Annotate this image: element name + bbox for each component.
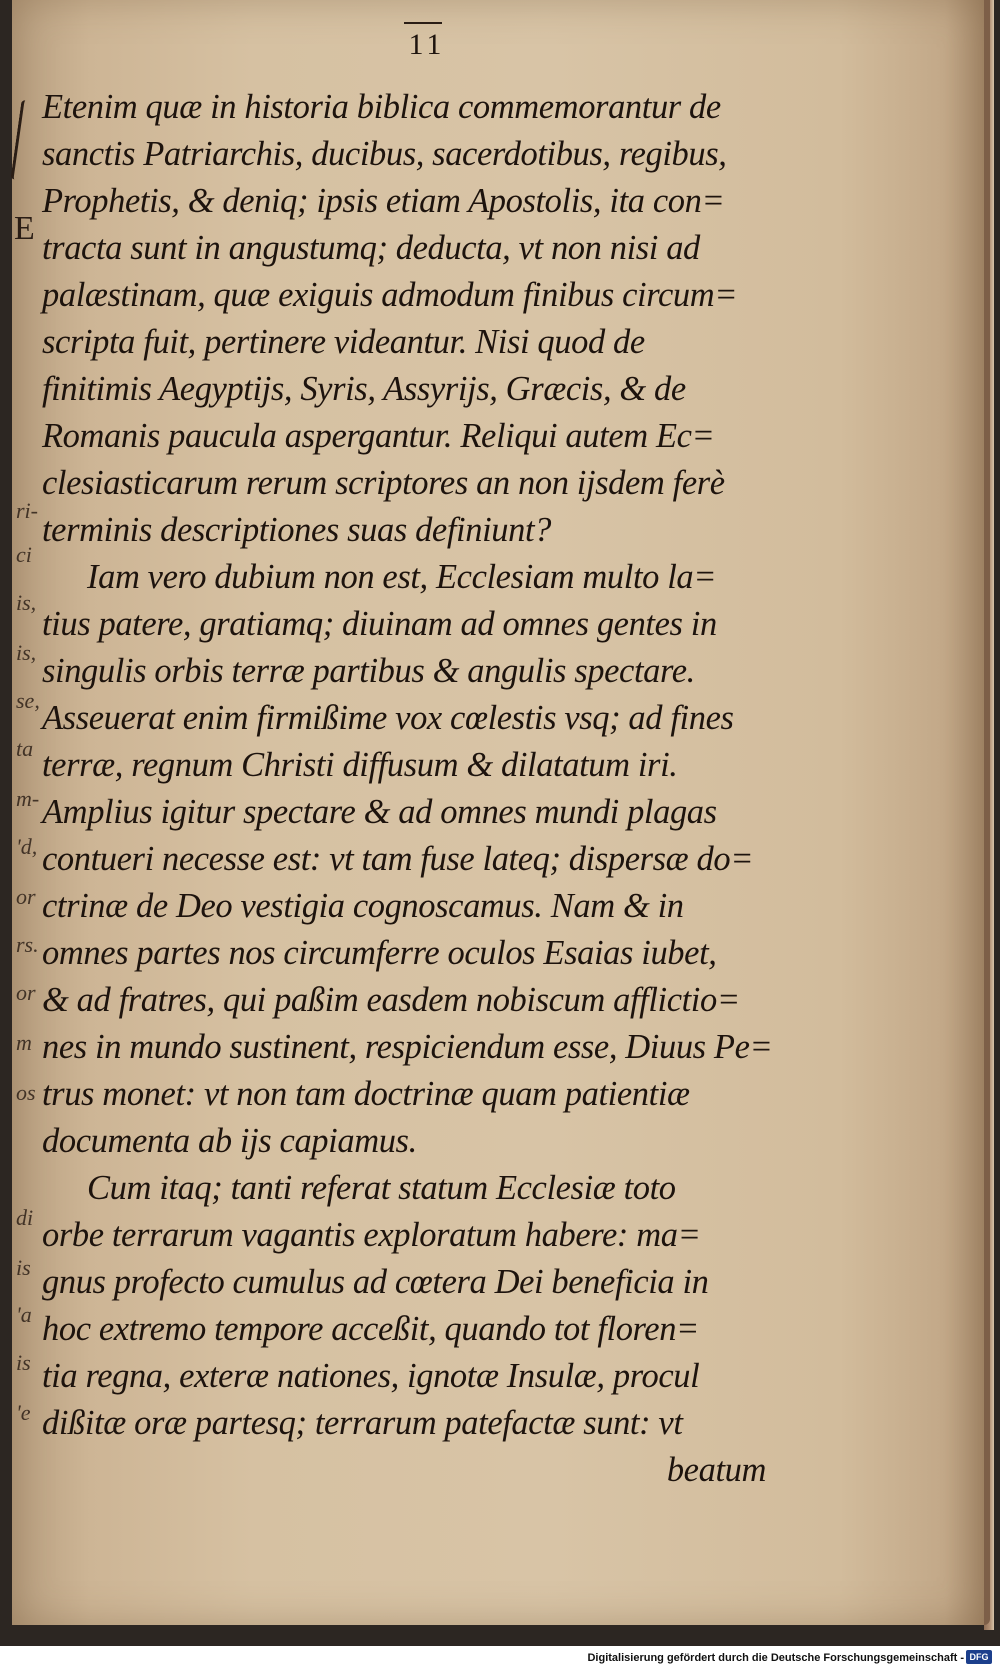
text-line: orbe terrarum vagantis exploratum habere: ma= [42,1216,701,1254]
gutter-fragment: ci [16,542,32,567]
digitization-credit: Digitalisierung gefördert durch die Deutsche Forschungsgemeinschaft - [587,1652,964,1664]
text-line: gnus profecto cumulus ad cœtera Dei beneficia in [42,1263,709,1301]
gutter-fragment: di [16,1205,34,1230]
dfg-logo: DFG [966,1650,992,1664]
text-line: & ad fratres, qui paßim easdem nobiscum afflictio= [42,981,740,1019]
bleed-glyph: E [14,210,35,247]
text-line: scripta fuit, pertinere videantur. Nisi quod de [42,323,645,361]
text-line: dißitæ oræ partesq; terrarum patefactæ sunt: vt [42,1404,683,1442]
page-number: 11 [408,28,446,61]
gutter-fragment: ri- [16,498,38,523]
gutter-fragment: m- [16,786,40,811]
text-line: tracta sunt in angustumq; deducta, vt non nisi ad [42,229,700,267]
gutter-fragment: m [16,1030,32,1055]
gutter-fragment: is, [16,640,37,665]
gutter-fragment: 'e [16,1400,31,1425]
text-line: terminis descriptiones suas definiunt? [42,511,551,549]
text-line: trus monet: vt non tam doctrinæ quam patientiæ [42,1075,690,1113]
text-line: Etenim quæ in historia biblica commemorantur de [42,88,721,126]
folio-rule [404,22,442,24]
gutter-text-fragments [12,80,40,1530]
text-line: omnes partes nos circumferre oculos Esaias iubet, [42,934,717,972]
text-line: ctrinæ de Deo vestigia cognoscamus. Nam & in [42,887,684,925]
text-line: Asseuerat enim firmißime vox cœlestis vsq; ad fines [42,699,734,737]
text-line: tia regna, exteræ nationes, ignotæ Insulæ, procul [42,1357,700,1395]
gutter-fragment: rs. [16,932,39,957]
text-line: hoc extremo tempore acceßit, quando tot floren= [42,1310,699,1348]
paragraph-start-line: Cum itaq; tanti referat statum Ecclesiæ toto [87,1169,676,1207]
text-line: tius patere, gratiamq; diuinam ad omnes gentes in [42,605,717,643]
paragraph-start-line: Iam vero dubium non est, Ecclesiam multo la= [87,558,717,596]
gutter-fragment: or [16,884,36,909]
gutter-fragment: os [16,1080,36,1105]
text-line: sanctis Patriarchis, ducibus, sacerdotibus, regibus, [42,135,727,173]
text-line: Prophetis, & deniq; ipsis etiam Apostolis, ita con= [42,182,725,220]
text-line: clesiasticarum rerum scriptores an non ijsdem ferè [42,464,725,502]
text-line: Romanis paucula aspergantur. Reliqui autem Ec= [42,417,715,455]
gutter-fragment: se, [16,688,40,713]
text-line: Amplius igitur spectare & ad omnes mundi plagas [42,793,717,831]
gutter-fragment: is [16,1255,31,1280]
text-line: documenta ab ijs capiamus. [42,1122,417,1160]
text-line: contueri necesse est: vt tam fuse lateq; dispersæ do= [42,840,754,878]
text-line: finitimis Aegyptijs, Syris, Assyrijs, Græcis, & de [42,370,686,408]
gutter-fragment: 'a [16,1302,32,1327]
text-line: palæstinam, quæ exiguis admodum finibus circum= [42,276,738,314]
gutter-fragment: is [16,1350,31,1375]
gutter-fragment: or [16,980,36,1005]
text-line: terræ, regnum Christi diffusum & dilatatum iri. [42,746,678,784]
gutter-fragment: 'd, [16,834,38,859]
gutter-fragment: ta [16,736,34,761]
text-line: nes in mundo sustinent, respiciendum esse, Diuus Pe= [42,1028,773,1066]
catchword: beatum [666,1451,766,1489]
body-text [42,84,784,1494]
gutter-fragment: is, [16,590,37,615]
text-line: singulis orbis terræ partibus & angulis spectare. [42,652,695,690]
book-page [12,0,990,1625]
